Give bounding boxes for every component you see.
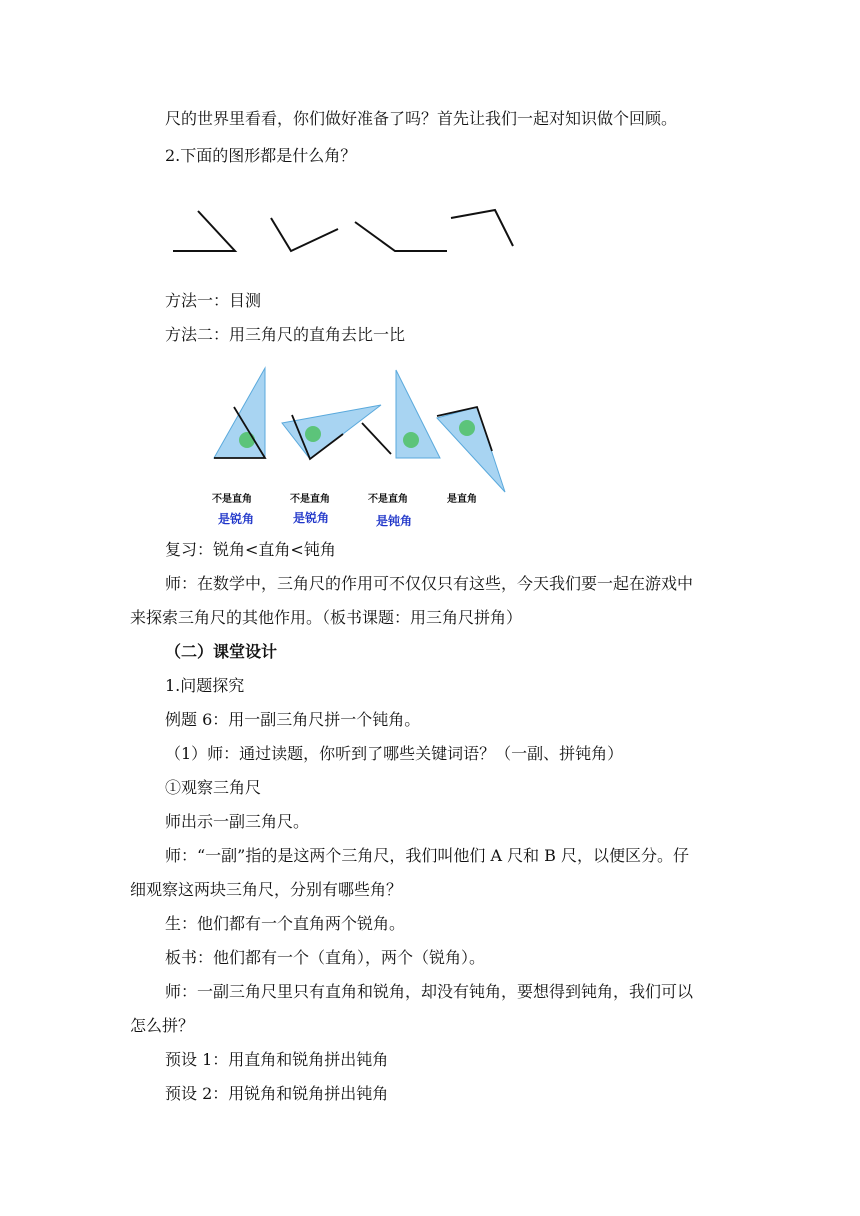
figure-label-4: 是直角 — [447, 494, 477, 505]
preset-1: 预设 1：用直角和锐角拼出钝角 — [165, 1050, 389, 1069]
method-2: 方法二：用三角尺的直角去比一比 — [165, 325, 406, 344]
triangle-figure-2 — [282, 405, 391, 459]
triangle-figure-3 — [396, 370, 440, 458]
triangle-figure-4 — [437, 407, 505, 492]
angle-figure-4 — [451, 210, 513, 246]
preset-2: 预设 2：用锐角和锐角拼出钝角 — [165, 1084, 389, 1103]
section-heading: （二）课堂设计 — [165, 642, 278, 661]
paragraph-line: 尺的世界里看看，你们做好准备了吗？首先让我们一起对知识做个回顾。 — [165, 109, 678, 128]
paragraph-line: 师：“一副”指的是这两个三角尺，我们叫他们 A 尺和 B 尺，以便区分。仔 — [165, 846, 690, 865]
angle-figure-3 — [355, 222, 447, 251]
paragraph-line: 师：一副三角尺里只有直角和锐角，却没有钝角，要想得到钝角，我们可以 — [165, 982, 694, 1001]
subsection-heading: 1.问题探究 — [165, 676, 245, 695]
figure-answer-3: 是钝角 — [376, 514, 413, 528]
figure-label-1: 不是直角 — [212, 494, 252, 505]
review-line: 复习：锐角<直角<钝角 — [165, 540, 336, 559]
triangle-figure-1 — [214, 368, 265, 458]
paragraph-line: 师：在数学中，三角尺的作用可不仅仅只有这些，今天我们要一起在游戏中 — [165, 574, 694, 593]
figure-label-3: 不是直角 — [368, 494, 408, 505]
paragraph-line: （1）师：通过读题，你听到了哪些关键词语？（一副、拼钝角） — [165, 744, 624, 763]
figure-label-2: 不是直角 — [290, 494, 330, 505]
example-title: 例题 6：用一副三角尺拼一个钝角。 — [165, 710, 421, 729]
figure-answer-2: 是锐角 — [293, 511, 330, 525]
paragraph-line: 生：他们都有一个直角两个锐角。 — [165, 914, 406, 933]
figure-answer-1: 是锐角 — [218, 512, 255, 526]
paragraph-line: 板书：他们都有一个（直角），两个（锐角）。 — [165, 948, 486, 967]
angle-figure-1 — [173, 211, 235, 251]
paragraph-line: 来探索三角尺的其他作用。（板书课题：用三角尺拼角） — [130, 608, 523, 627]
step-heading: ①观察三角尺 — [165, 778, 262, 797]
paragraph-line: 怎么拼？ — [130, 1016, 195, 1035]
paragraph-line: 细观察这两块三角尺，分别有哪些角？ — [130, 880, 403, 899]
paragraph-line: 师出示一副三角尺。 — [165, 812, 310, 831]
method-1: 方法一：目测 — [165, 291, 262, 310]
question-heading: 2.下面的图形都是什么角？ — [165, 146, 357, 165]
angle-figure-2 — [271, 218, 338, 251]
